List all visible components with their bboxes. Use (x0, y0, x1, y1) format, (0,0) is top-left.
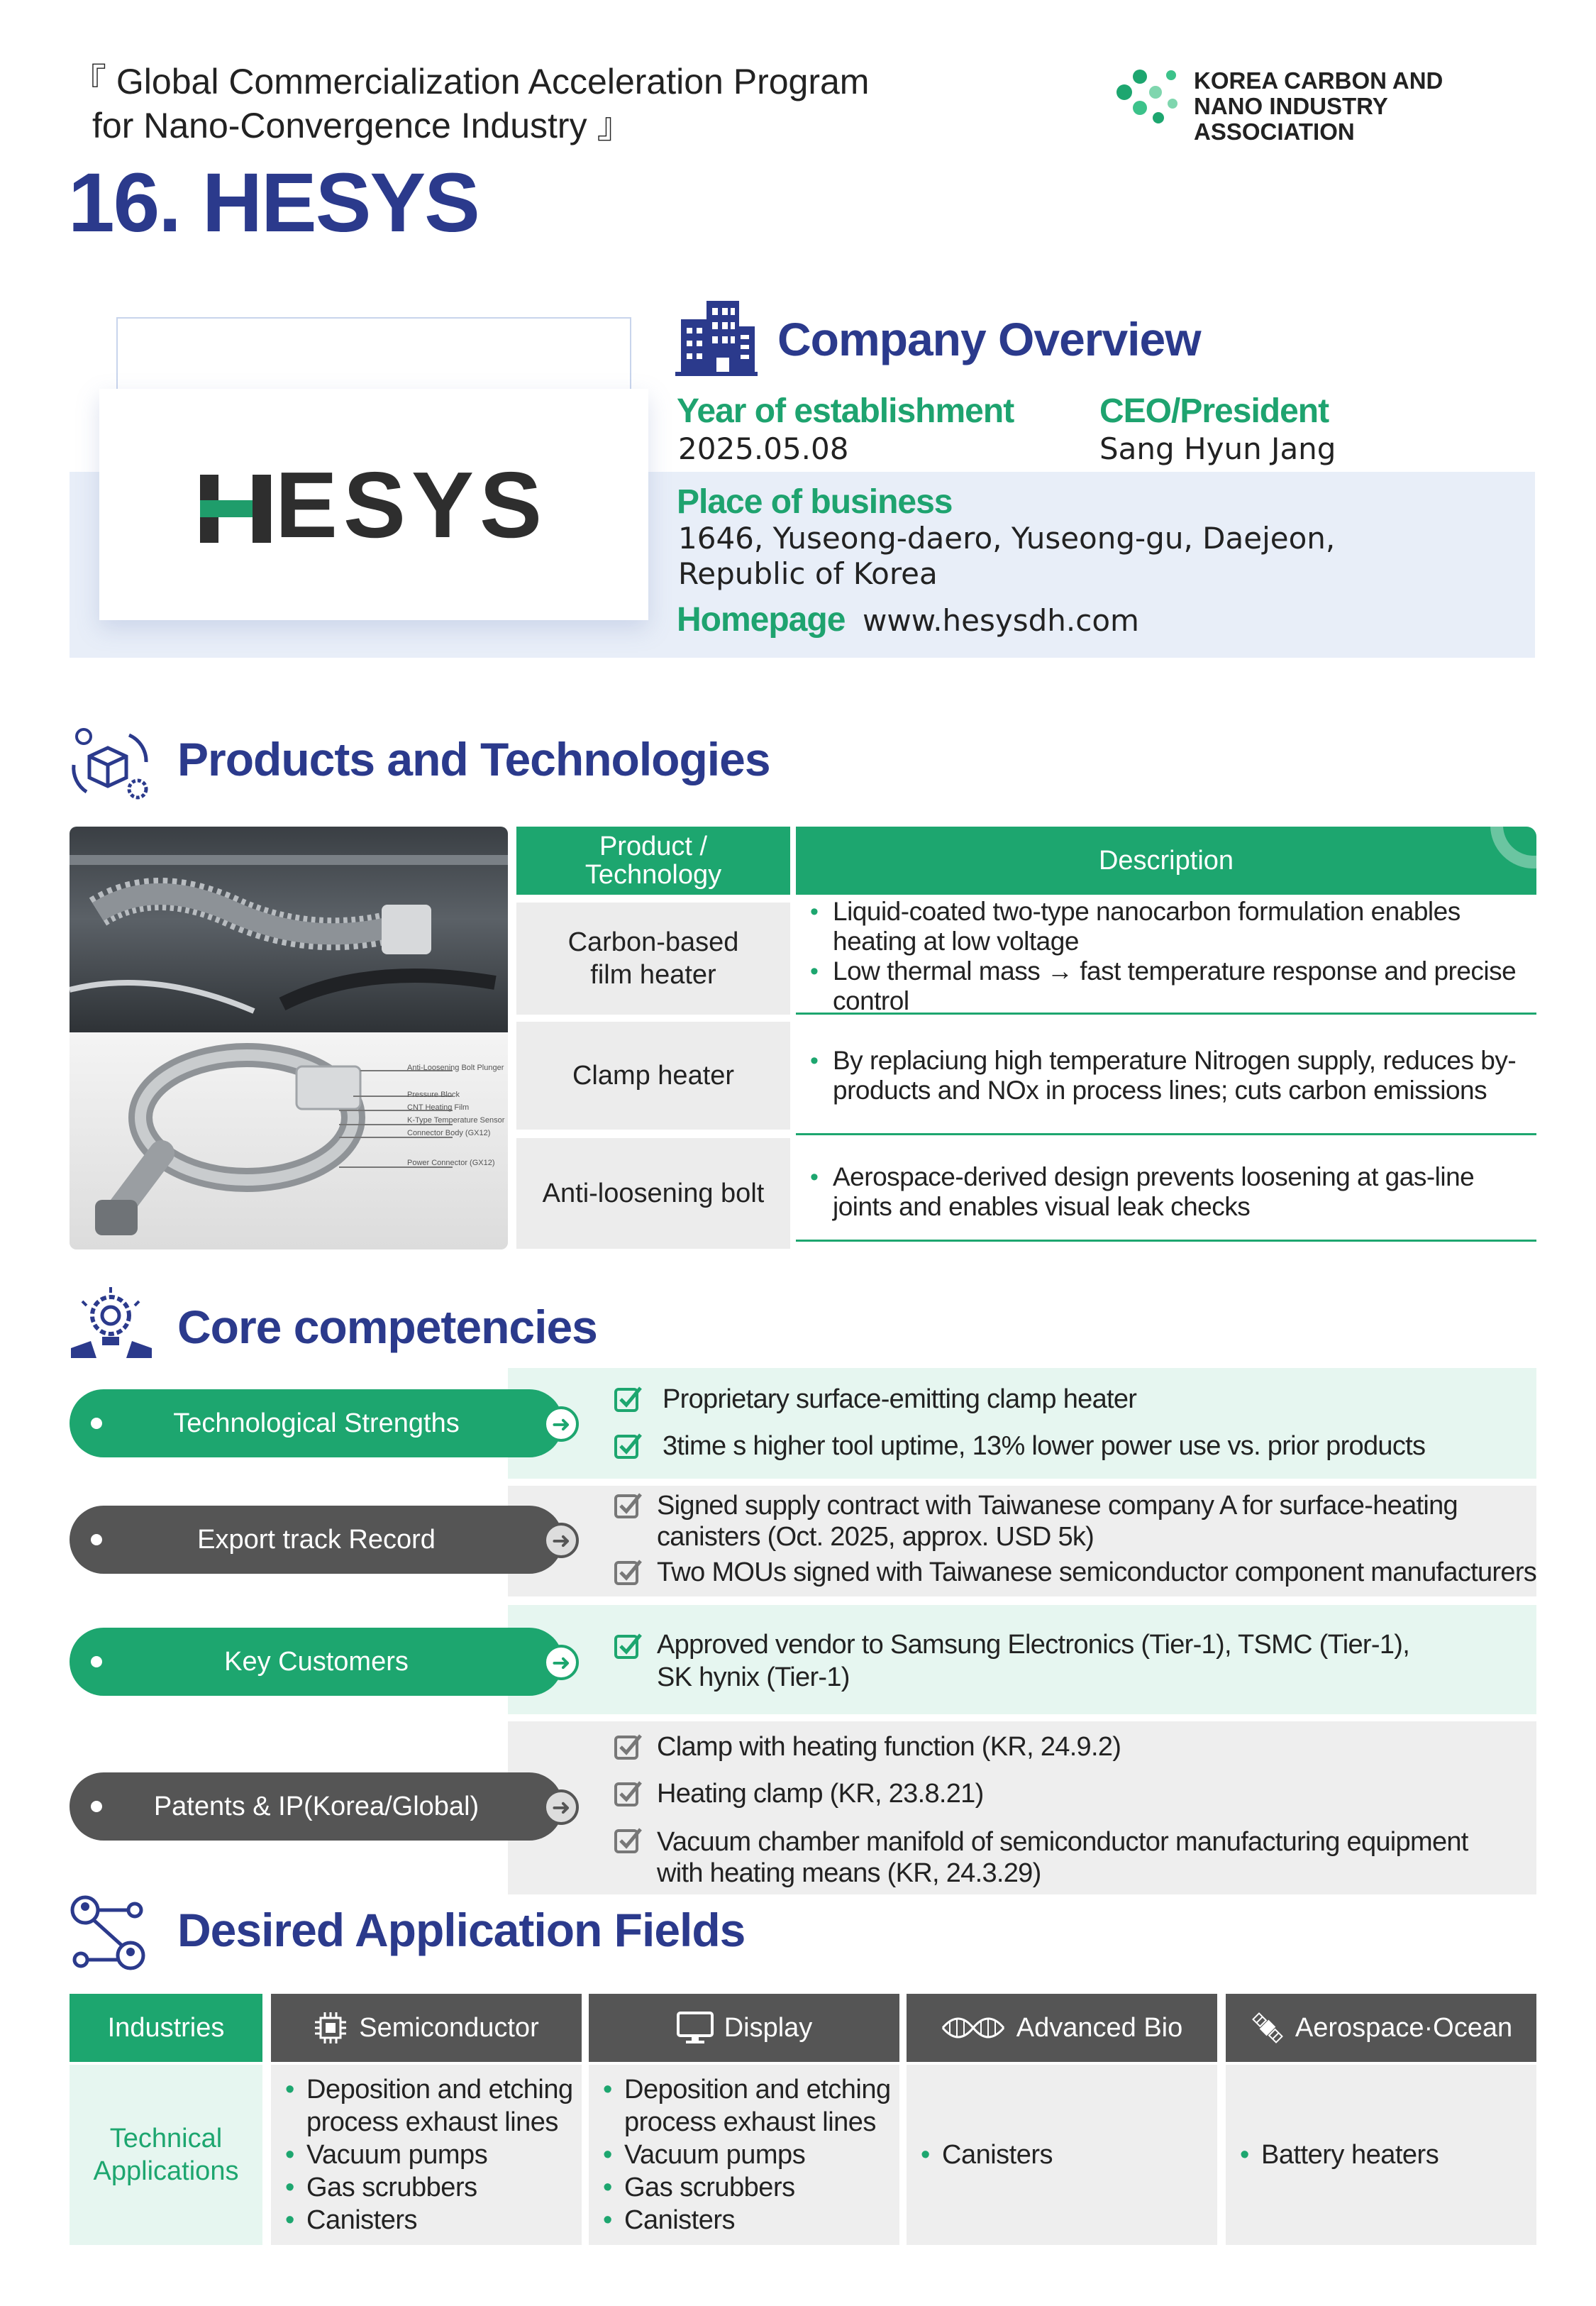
checkbox-checked-icon (614, 1632, 643, 1660)
callout-5: Connector Body (GX12) (407, 1129, 491, 1137)
industries-header (70, 1994, 262, 2062)
ceo-label: CEO/President (1099, 392, 1329, 430)
program-title (71, 60, 869, 148)
building-icon (674, 298, 758, 376)
col-product-header (516, 827, 790, 895)
pill-export-track-record[interactable] (70, 1506, 563, 1574)
checkbox-checked-icon (614, 1385, 643, 1413)
association-logo (1110, 64, 1550, 145)
display-apps (589, 2065, 899, 2245)
semiconductor-apps (271, 2065, 582, 2245)
app-item: • Deposition and etching (285, 2073, 582, 2106)
col-product-line2: Technology (584, 860, 722, 890)
app-item: • Canisters (921, 2139, 1217, 2171)
app-item: • Canisters (603, 2204, 899, 2236)
association-name-line1: KOREA CARBON AND (1194, 67, 1443, 94)
export-line: canisters (Oct. 2025, approx. USD 5k) (657, 1522, 1095, 1552)
col-description-label: Description (1098, 846, 1234, 876)
checkbox-checked-icon (614, 1826, 643, 1855)
tech-applications-header (70, 2065, 262, 2245)
product-name-cell (516, 1022, 790, 1130)
col-description-header (796, 827, 1536, 895)
description-bullet: • Low thermal mass → fast temperature response and precise control (810, 956, 1522, 1016)
export-line: Two MOUs signed with Taiwanese semiconductor component manufacturers (657, 1557, 1537, 1587)
checkbox-checked-icon (614, 1780, 643, 1808)
patent-line: with heating means (KR, 24.3.29) (657, 1858, 1041, 1888)
callout-6: Power Connector (GX12) (407, 1159, 495, 1167)
program-title-line2: for Nano-Convergence Industry 』 (92, 106, 633, 145)
overview-title: Company Overview (777, 313, 1201, 365)
product-name: Anti-loosening bolt (542, 1179, 765, 1208)
pill-technological-strengths[interactable] (70, 1389, 563, 1457)
checkbox-checked-icon (614, 1432, 643, 1460)
applications-title: Desired Application Fields (177, 1904, 746, 1956)
product-description-cell (796, 1155, 1536, 1242)
pill-key-customers[interactable] (70, 1628, 563, 1696)
checkbox-checked-icon (614, 1733, 643, 1761)
app-item: • Deposition and etching (603, 2073, 899, 2106)
aerospace-ocean-apps (1226, 2065, 1536, 2245)
year-label: Year of establishment (677, 392, 1014, 430)
arrow-right-icon[interactable]: ➜ (543, 1789, 579, 1825)
customer-line: SK hynix (Tier-1) (657, 1662, 850, 1692)
product-photo (70, 827, 508, 1249)
callout-3: CNT Heating Film (407, 1103, 470, 1112)
checkbox-checked-icon (614, 1491, 643, 1520)
callout-2: Pressure Block (407, 1091, 460, 1099)
patent-line: Heating clamp (KR, 23.8.21) (657, 1779, 984, 1809)
homepage-link[interactable]: www.hesysdh.com (863, 603, 1139, 638)
place-label: Place of business (677, 483, 953, 521)
industry-aerospace-ocean-header (1226, 1994, 1536, 2062)
arrow-right-icon[interactable]: ➜ (543, 1523, 579, 1558)
checkbox-checked-icon (614, 1558, 643, 1587)
app-item: • Gas scrubbers (285, 2171, 582, 2204)
bullet-dot (91, 1418, 102, 1429)
strength-line: Proprietary surface-emitting clamp heater (663, 1384, 1137, 1414)
core-title: Core competencies (177, 1301, 597, 1353)
product-description-cell (796, 890, 1536, 1015)
year-value: 2025.05.08 (678, 431, 849, 466)
app-item-cont: process exhaust lines (306, 2107, 558, 2137)
export-line: Signed supply contract with Taiwanese company A for surface-heating (657, 1491, 1458, 1521)
pill-label: Key Customers (224, 1646, 409, 1677)
place-line1: 1646, Yuseong-daero, Yuseong-gu, Daejeon, (678, 521, 1336, 556)
app-item-cont: process exhaust lines (624, 2107, 876, 2137)
arrow-right-icon[interactable]: ➜ (543, 1406, 579, 1442)
app-item: • Vacuum pumps (285, 2139, 582, 2171)
product-name-cell (516, 903, 790, 1015)
product-name: Clamp heater (572, 1061, 735, 1091)
tech-app-line1: Technical (109, 2124, 223, 2153)
advanced-bio-apps (907, 2065, 1217, 2245)
products-title: Products and Technologies (177, 733, 770, 785)
product-name-cell (516, 1138, 790, 1249)
strength-line: 3time s higher tool uptime, 13% lower power use vs. prior products (663, 1431, 1426, 1461)
industry-semiconductor-header (271, 1994, 582, 2062)
patent-line: Clamp with heating function (KR, 24.9.2) (657, 1732, 1121, 1762)
program-title-line1: 『 Global Commercialization Acceleration Program (71, 62, 870, 101)
logo-wordmark: ESYS (275, 452, 548, 557)
place-line2: Republic of Korea (678, 556, 938, 591)
homepage-label: Homepage (677, 601, 846, 639)
industry-name: Display (724, 2012, 813, 2043)
tech-app-line2: Applications (93, 2156, 239, 2186)
products-icon (68, 721, 153, 806)
industry-name: Advanced Bio (1016, 2012, 1183, 2043)
industry-name: Aerospace·Ocean (1295, 2012, 1513, 2043)
chip-icon (314, 2011, 348, 2045)
industry-name: Semiconductor (359, 2012, 539, 2043)
app-item: • Battery heaters (1240, 2139, 1536, 2171)
pill-patents-ip[interactable] (70, 1772, 563, 1841)
industries-label: Industries (107, 2012, 225, 2043)
company-logo (99, 389, 648, 620)
association-name-line2: NANO INDUSTRY ASSOCIATION (1194, 93, 1388, 145)
industry-advanced-bio-header (907, 1994, 1217, 2062)
app-item: • Canisters (285, 2204, 582, 2236)
customer-line: Approved vendor to Samsung Electronics (Tier-1), TSMC (Tier-1), (657, 1630, 1410, 1660)
description-bullet: • Aerospace-derived design prevents loosening at gas-line joints and enables visual leak checks (810, 1162, 1522, 1222)
app-item: • Vacuum pumps (603, 2139, 899, 2171)
col-product-line1: Product / (599, 832, 708, 861)
product-description-cell (796, 1039, 1536, 1135)
industry-display-header (589, 1994, 899, 2062)
page-title: 16. HESYS (68, 156, 479, 250)
callout-1: Anti-Loosening Bolt Plunger (407, 1064, 504, 1072)
app-item: • Gas scrubbers (603, 2171, 899, 2204)
pill-label: Patents & IP(Korea/Global) (153, 1791, 480, 1821)
dna-icon (941, 2014, 1005, 2042)
monitor-icon (676, 2011, 714, 2045)
arrow-right-icon[interactable]: ➜ (543, 1645, 579, 1680)
pill-label: Technological Strengths (173, 1408, 460, 1438)
pipe-heater-photo (70, 827, 508, 1032)
callout-4: K-Type Temperature Sensor (407, 1116, 505, 1125)
pill-label: Export track Record (197, 1524, 436, 1555)
bullet-dot (91, 1801, 102, 1812)
logo-h-mark-icon (200, 475, 271, 543)
ceo-value: Sang Hyun Jang (1099, 431, 1336, 466)
bullet-dot (91, 1534, 102, 1545)
product-name-cont: film heater (590, 960, 716, 990)
description-bullet: • By replaciung high temperature Nitrogen supply, reduces by-products and NOx in process lines; cuts carbon emissions (810, 1046, 1522, 1105)
patent-line: Vacuum chamber manifold of semiconductor manufacturing equipment (657, 1827, 1468, 1857)
network-people-icon (68, 1893, 149, 1974)
association-mark-icon (1110, 64, 1184, 128)
corner-decoration-icon (1484, 827, 1536, 878)
satellite-icon (1250, 2010, 1285, 2046)
lightbulb-gear-icon (68, 1287, 155, 1369)
description-bullet: • Liquid-coated two-type nanocarbon formulation enables heating at low voltage (810, 897, 1522, 956)
product-name: Carbon-based (567, 927, 739, 957)
bullet-dot (91, 1656, 102, 1667)
